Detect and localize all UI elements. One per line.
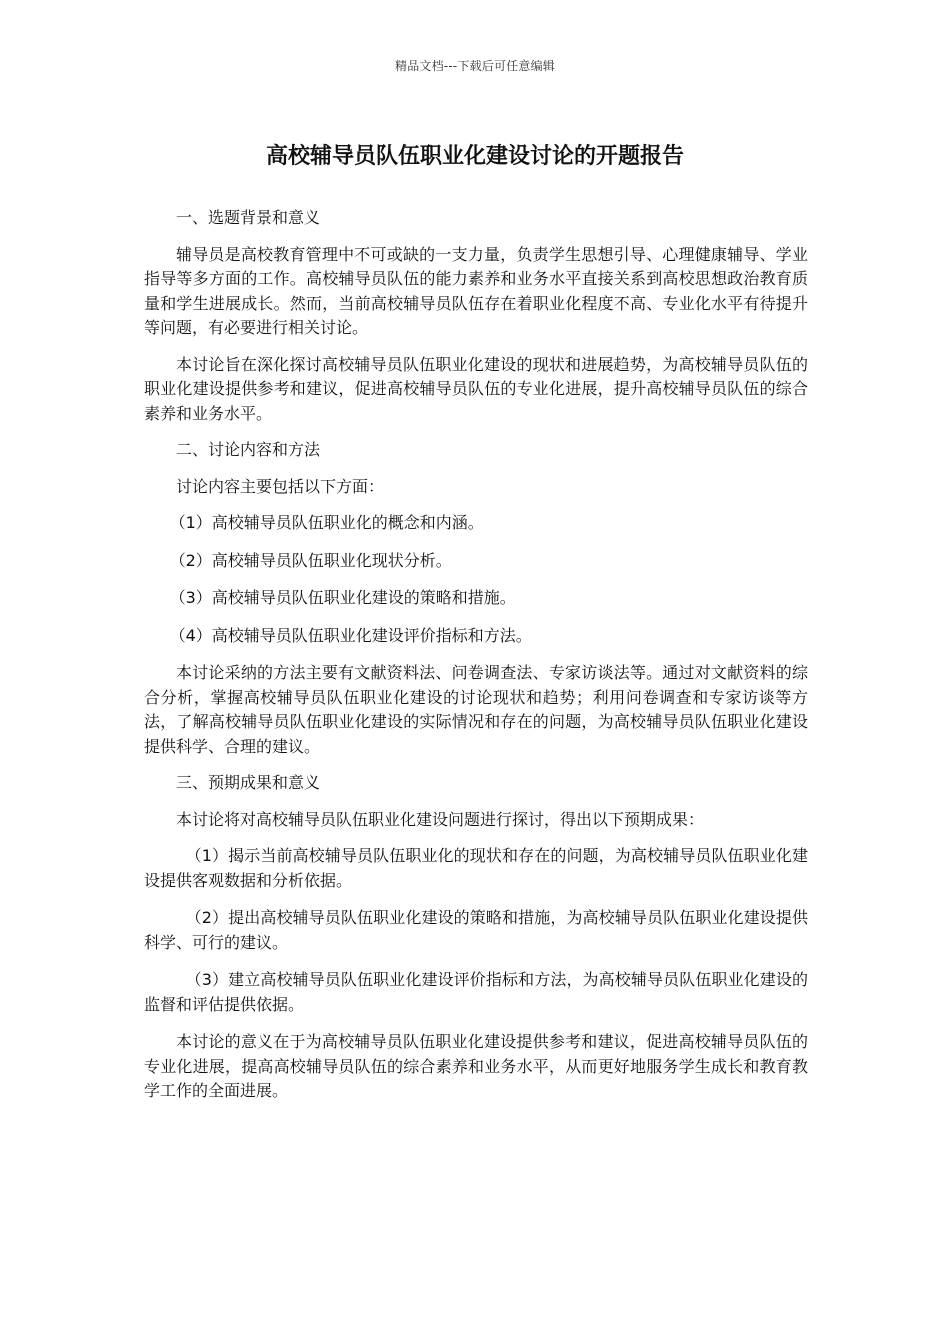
expected-result-item: （1）揭示当前高校辅导员队伍职业化的现状和存在的问题，为高校辅导员队伍职业化建设提供客观数据和分析依据。 — [144, 846, 808, 890]
conclusion-paragraph: 本讨论的意义在于为高校辅导员队伍职业化建设提供参考和建议，促进高校辅导员队伍的专业化进展，提高高校辅导员队伍的综合素养和业务水平，从而更好地服务学生成长和教育教学工作的全面进展。 — [144, 1032, 808, 1100]
section2-heading: 二、讨论内容和方法 — [176, 440, 321, 459]
document-title: 高校辅导员队伍职业化建设讨论的开题报告 — [265, 144, 684, 169]
page-header-note: 精品文档---下载后可任意编辑 — [395, 59, 555, 73]
section1-paragraph: 辅导员是高校教育管理中不可或缺的一支力量，负责学生思想引导、心理健康辅导、学业指导等多方面的工作。高校辅导员队伍的能力素养和业务水平直接关系到高校思想政治教育质量和学生进展成长。然而，当前高校辅导员队伍存在着职业化程度不高、专业化水平有待提升等问题，有必要进行相关讨论。 — [144, 244, 808, 337]
content-list-item: （3）高校辅导员队伍职业化建设的策略和措施。 — [169, 588, 516, 607]
section1-heading: 一、选题背景和意义 — [176, 208, 321, 227]
section2-intro: 讨论内容主要包括以下方面： — [176, 476, 385, 496]
content-list-item: （2）高校辅导员队伍职业化现状分析。 — [169, 550, 452, 570]
methods-paragraph: 本讨论采纳的方法主要有文献资料法、问卷调查法、专家访谈法等。通过对文献资料的综合分析，掌握高校辅导员队伍职业化建设的讨论现状和趋势；利用问卷调查和专家访谈等方法，了解高校辅导员队伍职业化建设的实际情况和存在的问题，为高校辅导员队伍职业化建设提供科学、合理的建议。 — [144, 663, 808, 756]
document-body — [144, 206, 808, 1116]
content-list-item: （4）高校辅导员队伍职业化建设评价指标和方法。 — [169, 625, 532, 645]
section3-heading: 三、预期成果和意义 — [176, 773, 321, 792]
expected-result-item: （3）建立高校辅导员队伍职业化建设评价指标和方法，为高校辅导员队伍职业化建设的监督和评估提供依据。 — [144, 970, 808, 1014]
section1-paragraph: 本讨论旨在深化探讨高校辅导员队伍职业化建设的现状和进展趋势，为高校辅导员队伍的职业化建设提供参考和建议，促进高校辅导员队伍的专业化进展，提升高校辅导员队伍的综合素养和业务水平。 — [144, 354, 808, 423]
expected-result-item: （2）提出高校辅导员队伍职业化建设的策略和措施，为高校辅导员队伍职业化建设提供科学、可行的建议。 — [144, 908, 808, 952]
section3-intro: 本讨论将对高校辅导员队伍职业化建设问题进行探讨，得出以下预期成果： — [176, 809, 705, 829]
content-list-item: （1）高校辅导员队伍职业化的概念和内涵。 — [169, 513, 484, 532]
